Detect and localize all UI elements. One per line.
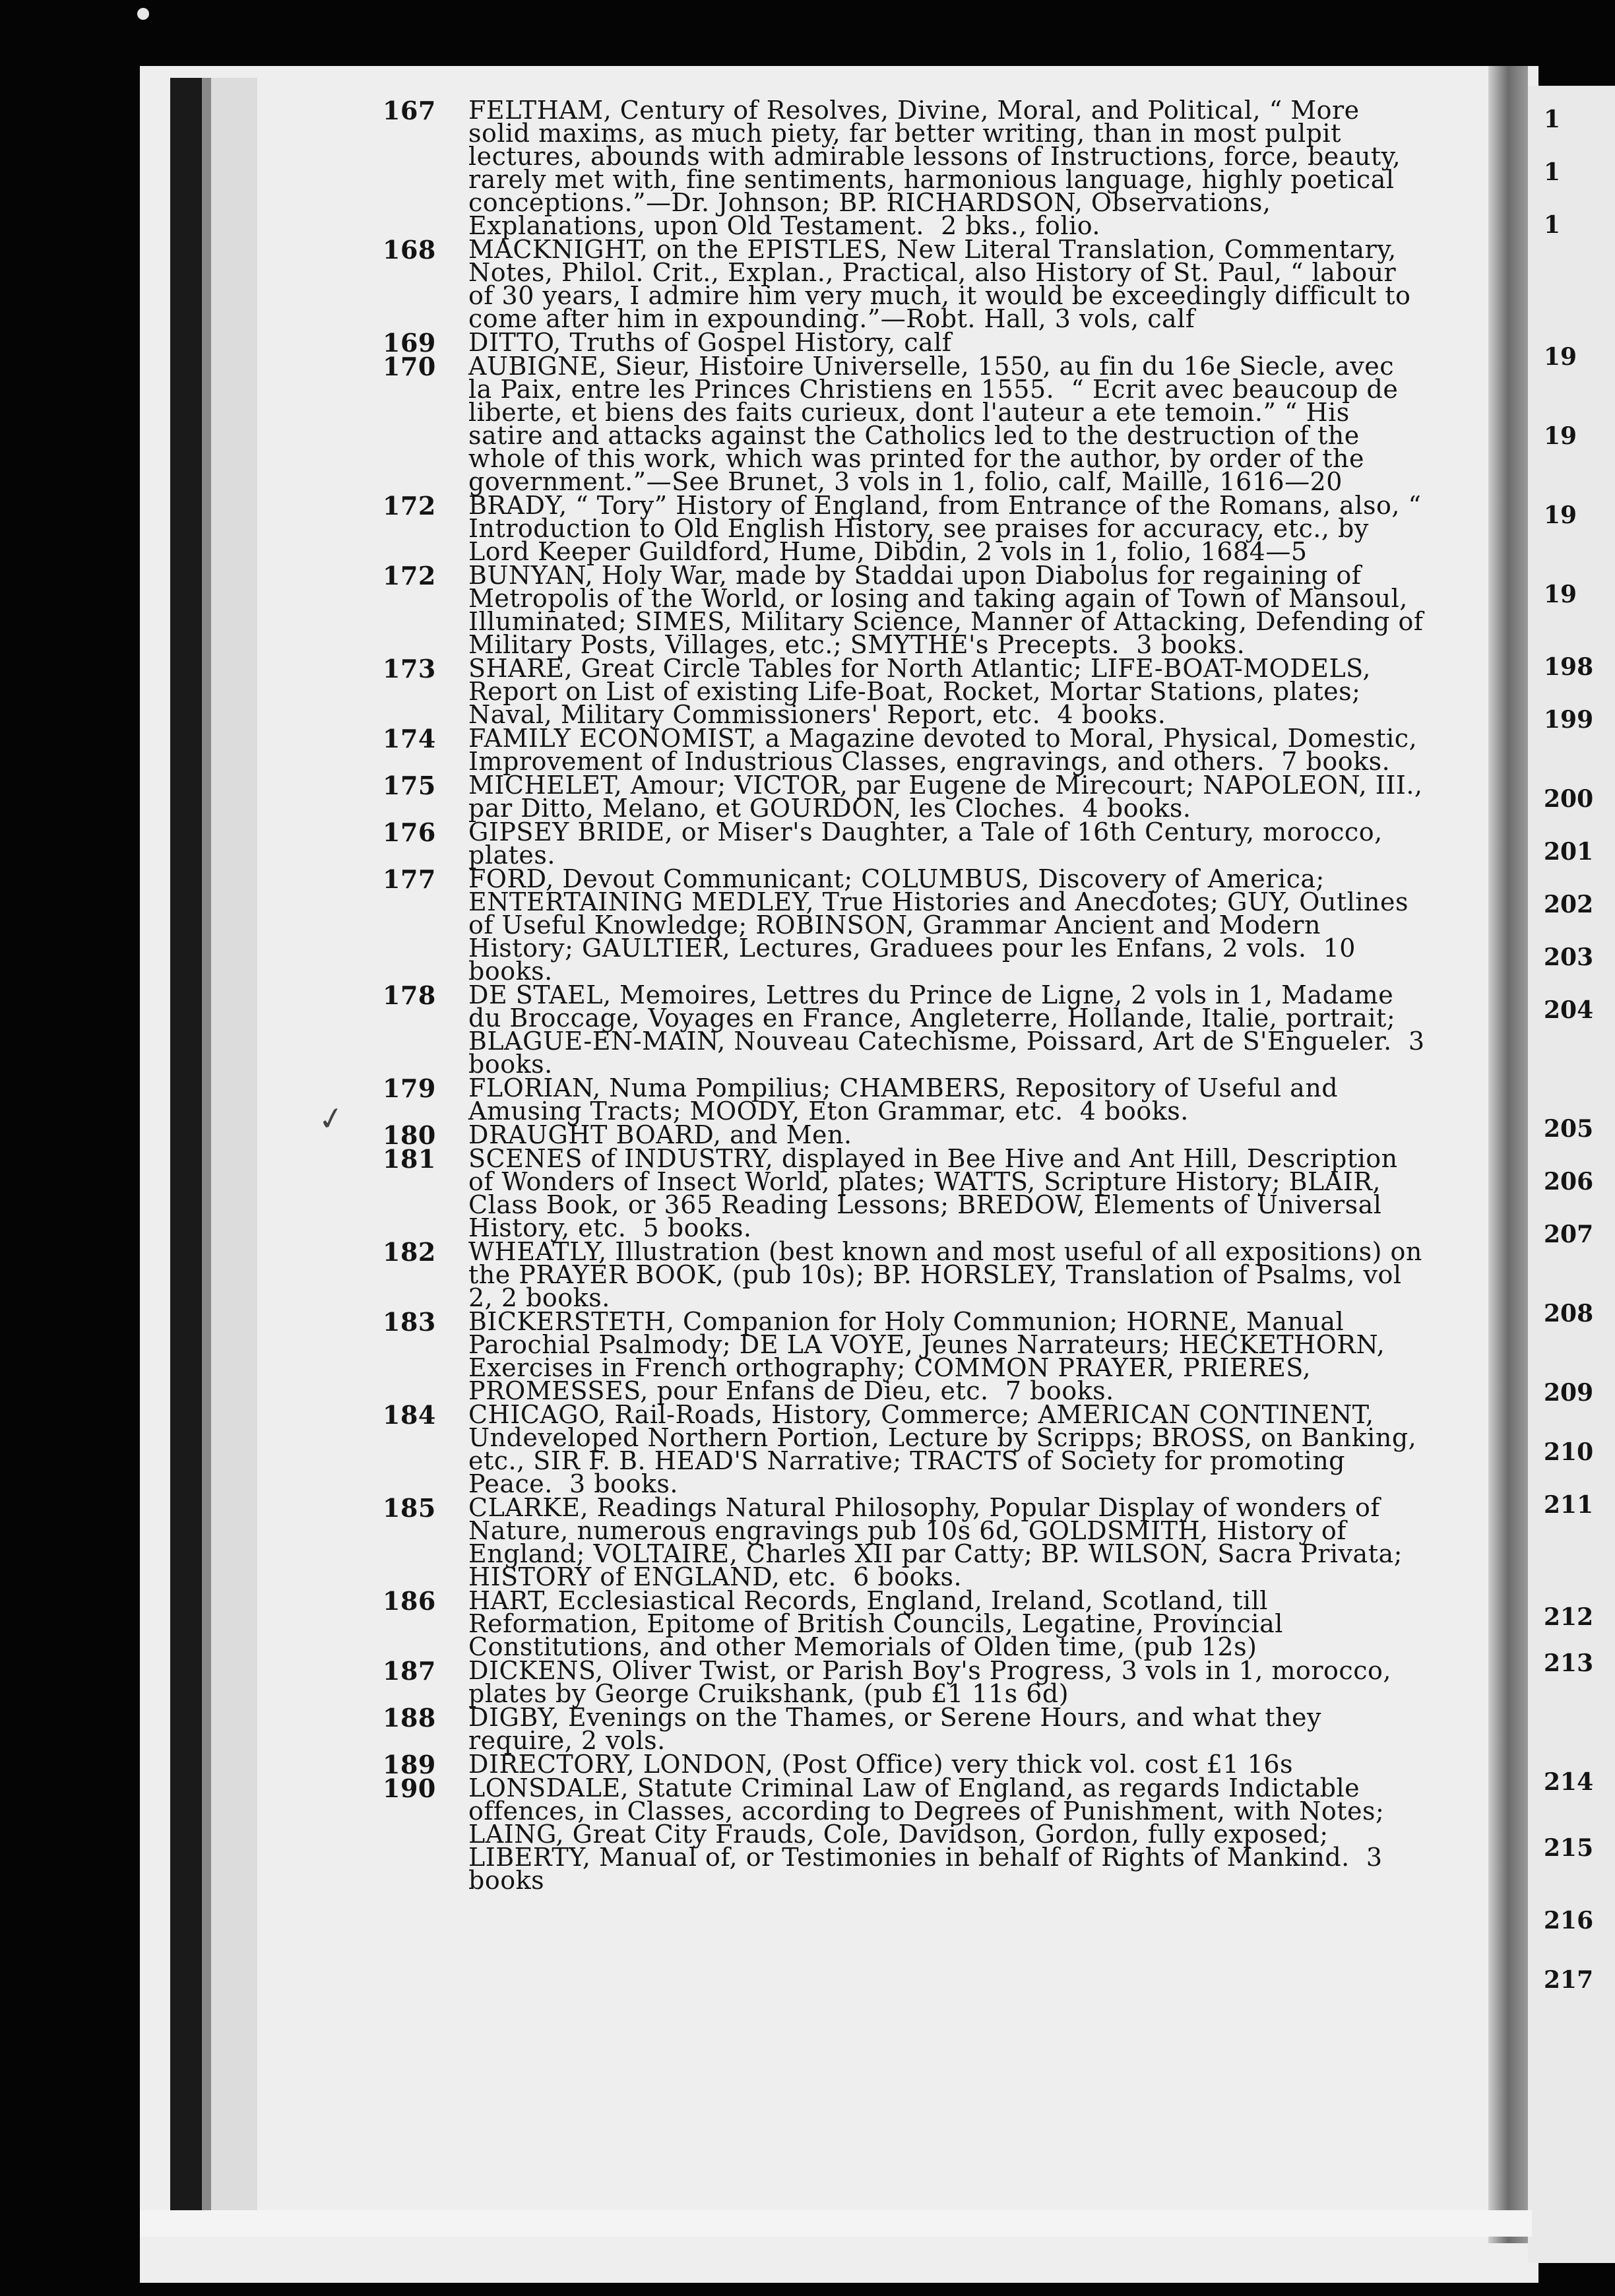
lot-description: BICKERSTETH, Companion for Holy Communion; HORNE, Manual Parochial Psalmody; DE LA VOYE, Jeunes Narrateurs; HECKETHORN, Exercises in French orthography; COMMON PRAYER, PRIERES, PROMESSES, pour Enfans de Dieu, etc. 7 books.: [468, 1307, 1393, 1405]
lot-number: 190: [383, 1773, 436, 1803]
right-page-lot-number: 207: [1544, 1221, 1594, 1248]
lot-description: SCENES of INDUSTRY, displayed in Bee Hive and Ant Hill, Description of Wonders of Insect World, plates; WATTS, Scripture History; BLAIR, Class Book, or 365 Reading Lessons; BREDOW, Elements of Universal History, etc. 5 books.: [468, 1144, 1407, 1242]
catalogue-entry: [369, 771, 1432, 823]
right-page-lot-number: 198: [1544, 653, 1594, 681]
lot-number: 177: [383, 864, 436, 894]
lot-description: FORD, Devout Communicant; COLUMBUS, Discovery of America; ENTERTAINING MEDLEY, True Histories and Anecdotes; GUY, Outlines of Useful Knowledge; ROBINSON, Grammar Ancient and Modern History; GAULTIER, Lectures, Graduees pour les Enfans, 2 vols. 10 books.: [468, 864, 1417, 986]
inner-margin: [211, 78, 257, 2222]
lot-description: HART, Ecclesiastical Records, England, Ireland, Scotland, till Reformation, Epitome of British Councils, Legatine, Provincial Constitutions, and other Memorials of Olden time, (pub 12s): [468, 1586, 1292, 1661]
catalogue-entry: [369, 561, 1432, 659]
catalogue-entry: [369, 1773, 1425, 1895]
catalogue-entry: [369, 817, 1425, 870]
lot-number: 184: [383, 1400, 436, 1430]
catalogue-entry: [369, 1703, 1425, 1755]
lot-description: CHICAGO, Rail-Roads, History, Commerce; AMERICAN CONTINENT, Undeveloped Northern Portion, Lecture by Scripps; BROSS, on Banking, etc., SIR F. B. HEAD'S Narrative; TRACTS of Society for promoting Peace. 3 books.: [468, 1400, 1425, 1498]
catalogue-entry: [369, 980, 1434, 1079]
right-page-lot-number: 1: [1544, 158, 1561, 186]
lot-number: 174: [383, 724, 436, 753]
catalogue-entry: [369, 1120, 1425, 1150]
lot-number: 187: [383, 1656, 436, 1686]
catalogue-entry: [369, 654, 1425, 729]
lot-number: 180: [383, 1120, 436, 1150]
catalogue-entry: [369, 864, 1425, 986]
right-page-lot-number: 217: [1544, 1966, 1594, 1994]
catalogue-entry: [369, 1237, 1431, 1312]
right-page-lot-number: 210: [1544, 1438, 1594, 1466]
right-page-lot-number: 214: [1544, 1768, 1594, 1796]
lot-number: 178: [383, 980, 436, 1010]
lot-number: 181: [383, 1144, 436, 1174]
lot-description: WHEATLY, Illustration (best known and most useful of all expositions) on the PRAYER BOOK, (pub 10s); BP. HORSLEY, Translation of Psalms, vol 2, 2 books.: [468, 1237, 1431, 1312]
right-page-lot-number: 213: [1544, 1649, 1594, 1677]
right-page-lot-number: 206: [1544, 1168, 1594, 1196]
catalogue-entries: [369, 96, 1434, 1895]
right-page-lot-number: 215: [1544, 1834, 1594, 1862]
lot-number: 175: [383, 771, 436, 800]
right-page-lot-number: 199: [1544, 706, 1594, 734]
lot-number: 168: [383, 235, 436, 265]
catalogue-entry: [369, 352, 1425, 496]
catalogue-entry: [369, 1750, 1425, 1779]
catalogue-entry: [369, 1656, 1425, 1708]
lot-description: MICHELET, Amour; VICTOR, par Eugene de Mirecourt; NAPOLEON, III., par Ditto, Melano, et GOURDON, les Cloches. 4 books.: [468, 771, 1432, 823]
catalogue-entry: [369, 1144, 1425, 1242]
lot-number: 186: [383, 1586, 436, 1616]
lot-number: 185: [383, 1493, 436, 1523]
right-page-lot-number: 1: [1544, 211, 1561, 239]
catalogue-entry: [369, 724, 1426, 776]
page-fold: [1488, 66, 1528, 2243]
right-page-lot-number: 202: [1544, 891, 1594, 918]
catalogue-entry: [369, 1307, 1425, 1405]
catalogue-entry: [369, 1586, 1425, 1661]
lot-number: 176: [383, 817, 436, 847]
lot-description: DITTO, Truths of Gospel History, calf: [468, 328, 952, 357]
lot-number: 182: [383, 1237, 436, 1267]
right-page-lot-number: 1: [1544, 106, 1561, 133]
lot-description: CLARKE, Readings Natural Philosophy, Popular Display of wonders of Nature, numerous engravings pub 10s 6d, GOLDSMITH, History of England; VOLTAIRE, Charles XII par Catty; BP. WILSON, Sacra Privata; HISTORY of ENGLAND, etc. 6 books.: [468, 1493, 1411, 1591]
lot-description: FLORIAN, Numa Pompilius; CHAMBERS, Repository of Useful and Amusing Tracts; MOODY, Eton Grammar, etc. 4 books.: [468, 1073, 1346, 1126]
lot-description: DIGBY, Evenings on the Thames, or Serene Hours, and what they require, 2 vols.: [468, 1703, 1330, 1755]
checkmark-annotation: ✓: [315, 1098, 348, 1140]
lot-number: 183: [383, 1307, 436, 1337]
right-page-lot-number: 19: [1544, 343, 1577, 371]
right-page-lot-number: 208: [1544, 1300, 1594, 1327]
right-page-lot-number: 211: [1544, 1491, 1594, 1519]
lot-description: MACKNIGHT, on the EPISTLES, New Literal Translation, Commentary, Notes, Philol. Crit., Explan., Practical, also History of St. Paul, “ labour of 30 years, I admire him very much, it would be exceedingly difficult to come after him in expounding.”—Robt. Hall, 3 vols, calf: [468, 235, 1419, 333]
lot-description: BRADY, “ Tory” History of England, from Entrance of the Romans, also, “ Introduction to Old English History, see praises for accuracy, etc., by Lord Keeper Guildford, Hume, Dibdin, 2 vols in 1, folio, 1684—5: [468, 491, 1430, 566]
lot-number: 172: [383, 561, 436, 590]
lot-number: 179: [383, 1073, 436, 1103]
lot-description: DRAUGHT BOARD, and Men.: [468, 1120, 852, 1149]
right-page-lot-number: 205: [1544, 1115, 1594, 1143]
right-page-lot-number: 204: [1544, 996, 1594, 1024]
lot-description: BUNYAN, Holy War, made by Staddai upon Diabolus for regaining of Metropolis of the World, or losing and taking again of Town of Mansoul, Illuminated; SIMES, Military Science, Manner of Attacking, Defending of Military Posts, Villages, etc.; SMYTHE's Precepts. 3 books.: [468, 561, 1432, 659]
lot-description: DICKENS, Oliver Twist, or Parish Boy's Progress, 3 vols in 1, morocco, plates by George Cruikshank, (pub £1 11s 6d): [468, 1656, 1400, 1708]
lot-description: GIPSEY BRIDE, or Miser's Daughter, a Tale of 16th Century, morocco, plates.: [468, 817, 1391, 870]
lot-number: 173: [383, 654, 436, 684]
right-page-lot-number: 200: [1544, 785, 1594, 813]
right-page-lot-number: 19: [1544, 422, 1577, 450]
lot-description: FELTHAM, Century of Resolves, Divine, Moral, and Political, “ More solid maxims, as much piety, far better writing, than in most pulpit lectures, abounds with admirable lessons of Instructions, force, beauty, rarely met with, fine sentiments, harmonious language, highly poetical conceptions.”—Dr. Johnson; BP. RICHARDSON, Observations, Explanations, upon Old Testament. 2 bks., folio.: [468, 96, 1409, 240]
catalogue-entry: [369, 235, 1425, 333]
lot-description: DE STAEL, Memoires, Lettres du Prince de Ligne, 2 vols in 1, Madame du Broccage, Voyages en France, Angleterre, Hollande, Italie, portrait; BLAGUE-EN-MAIN, Nouveau Catechisme, Poissard, Art de S'Engueler. 3 books.: [468, 980, 1434, 1079]
catalogue-entry: [369, 1493, 1425, 1591]
right-page-lot-number: 216: [1544, 1907, 1594, 1934]
page-bottom-edge: [140, 2210, 1532, 2237]
lot-number: 189: [383, 1750, 436, 1779]
lot-number: 169: [383, 328, 436, 358]
lot-number: 188: [383, 1703, 436, 1733]
catalogue-entry: [369, 491, 1430, 566]
lot-number: 172: [383, 491, 436, 521]
right-page-lot-number: 201: [1544, 838, 1594, 866]
lot-description: LONSDALE, Statute Criminal Law of England, as regards Indictable offences, in Classes, according to Degrees of Punishment, with Notes; LAING, Great City Frauds, Cole, Davidson, Gordon, fully exposed; LIBERTY, Manual of, or Testimonies in behalf of Rights of Mankind. 3 books: [468, 1773, 1393, 1895]
catalogue-entry: [369, 328, 1425, 358]
lot-description: SHARE, Great Circle Tables for North Atlantic; LIFE-BOAT-MODELS, Report on List of existing Life-Boat, Rocket, Mortar Stations, plates; Naval, Military Commissioners' Report, etc. 4 books.: [468, 654, 1379, 729]
lot-number: 170: [383, 352, 436, 381]
lot-description: FAMILY ECONOMIST, a Magazine devoted to Moral, Physical, Domestic, Improvement of Industrious Classes, engravings, and others. 7 books.: [468, 724, 1426, 776]
catalogue-entry: [369, 1400, 1425, 1498]
lot-description: DIRECTORY, LONDON, (Post Office) very thick vol. cost £1 16s: [468, 1750, 1294, 1779]
right-page-lot-number: 19: [1544, 581, 1577, 608]
lot-description: AUBIGNE, Sieur, Histoire Universelle, 1550, au fin du 16e Siecle, avec la Paix, entre les Princes Christiens en 1555. “ Ecrit avec beaucoup de liberte, et biens des faits curieux, dont l'auteur a ete temoin.” “ His satire and attacks against the Catholics led to the destruction of the whole of this work, which was printed for the author, by order of the government.”—See Brunet, 3 vols in 1, folio, calf, Maille, 1616—20: [468, 352, 1407, 496]
right-page-lot-number: 209: [1544, 1379, 1594, 1407]
catalogue-entry: [369, 1073, 1425, 1126]
corner-dot: [137, 8, 149, 20]
right-page-lot-number: 19: [1544, 501, 1577, 529]
lot-number: 167: [383, 96, 436, 125]
binding-spine: [170, 78, 202, 2222]
right-page-lot-number: 212: [1544, 1603, 1594, 1631]
binding-edge: [202, 78, 211, 2222]
right-page-lot-number: 203: [1544, 943, 1594, 971]
catalogue-entry: [369, 96, 1425, 240]
